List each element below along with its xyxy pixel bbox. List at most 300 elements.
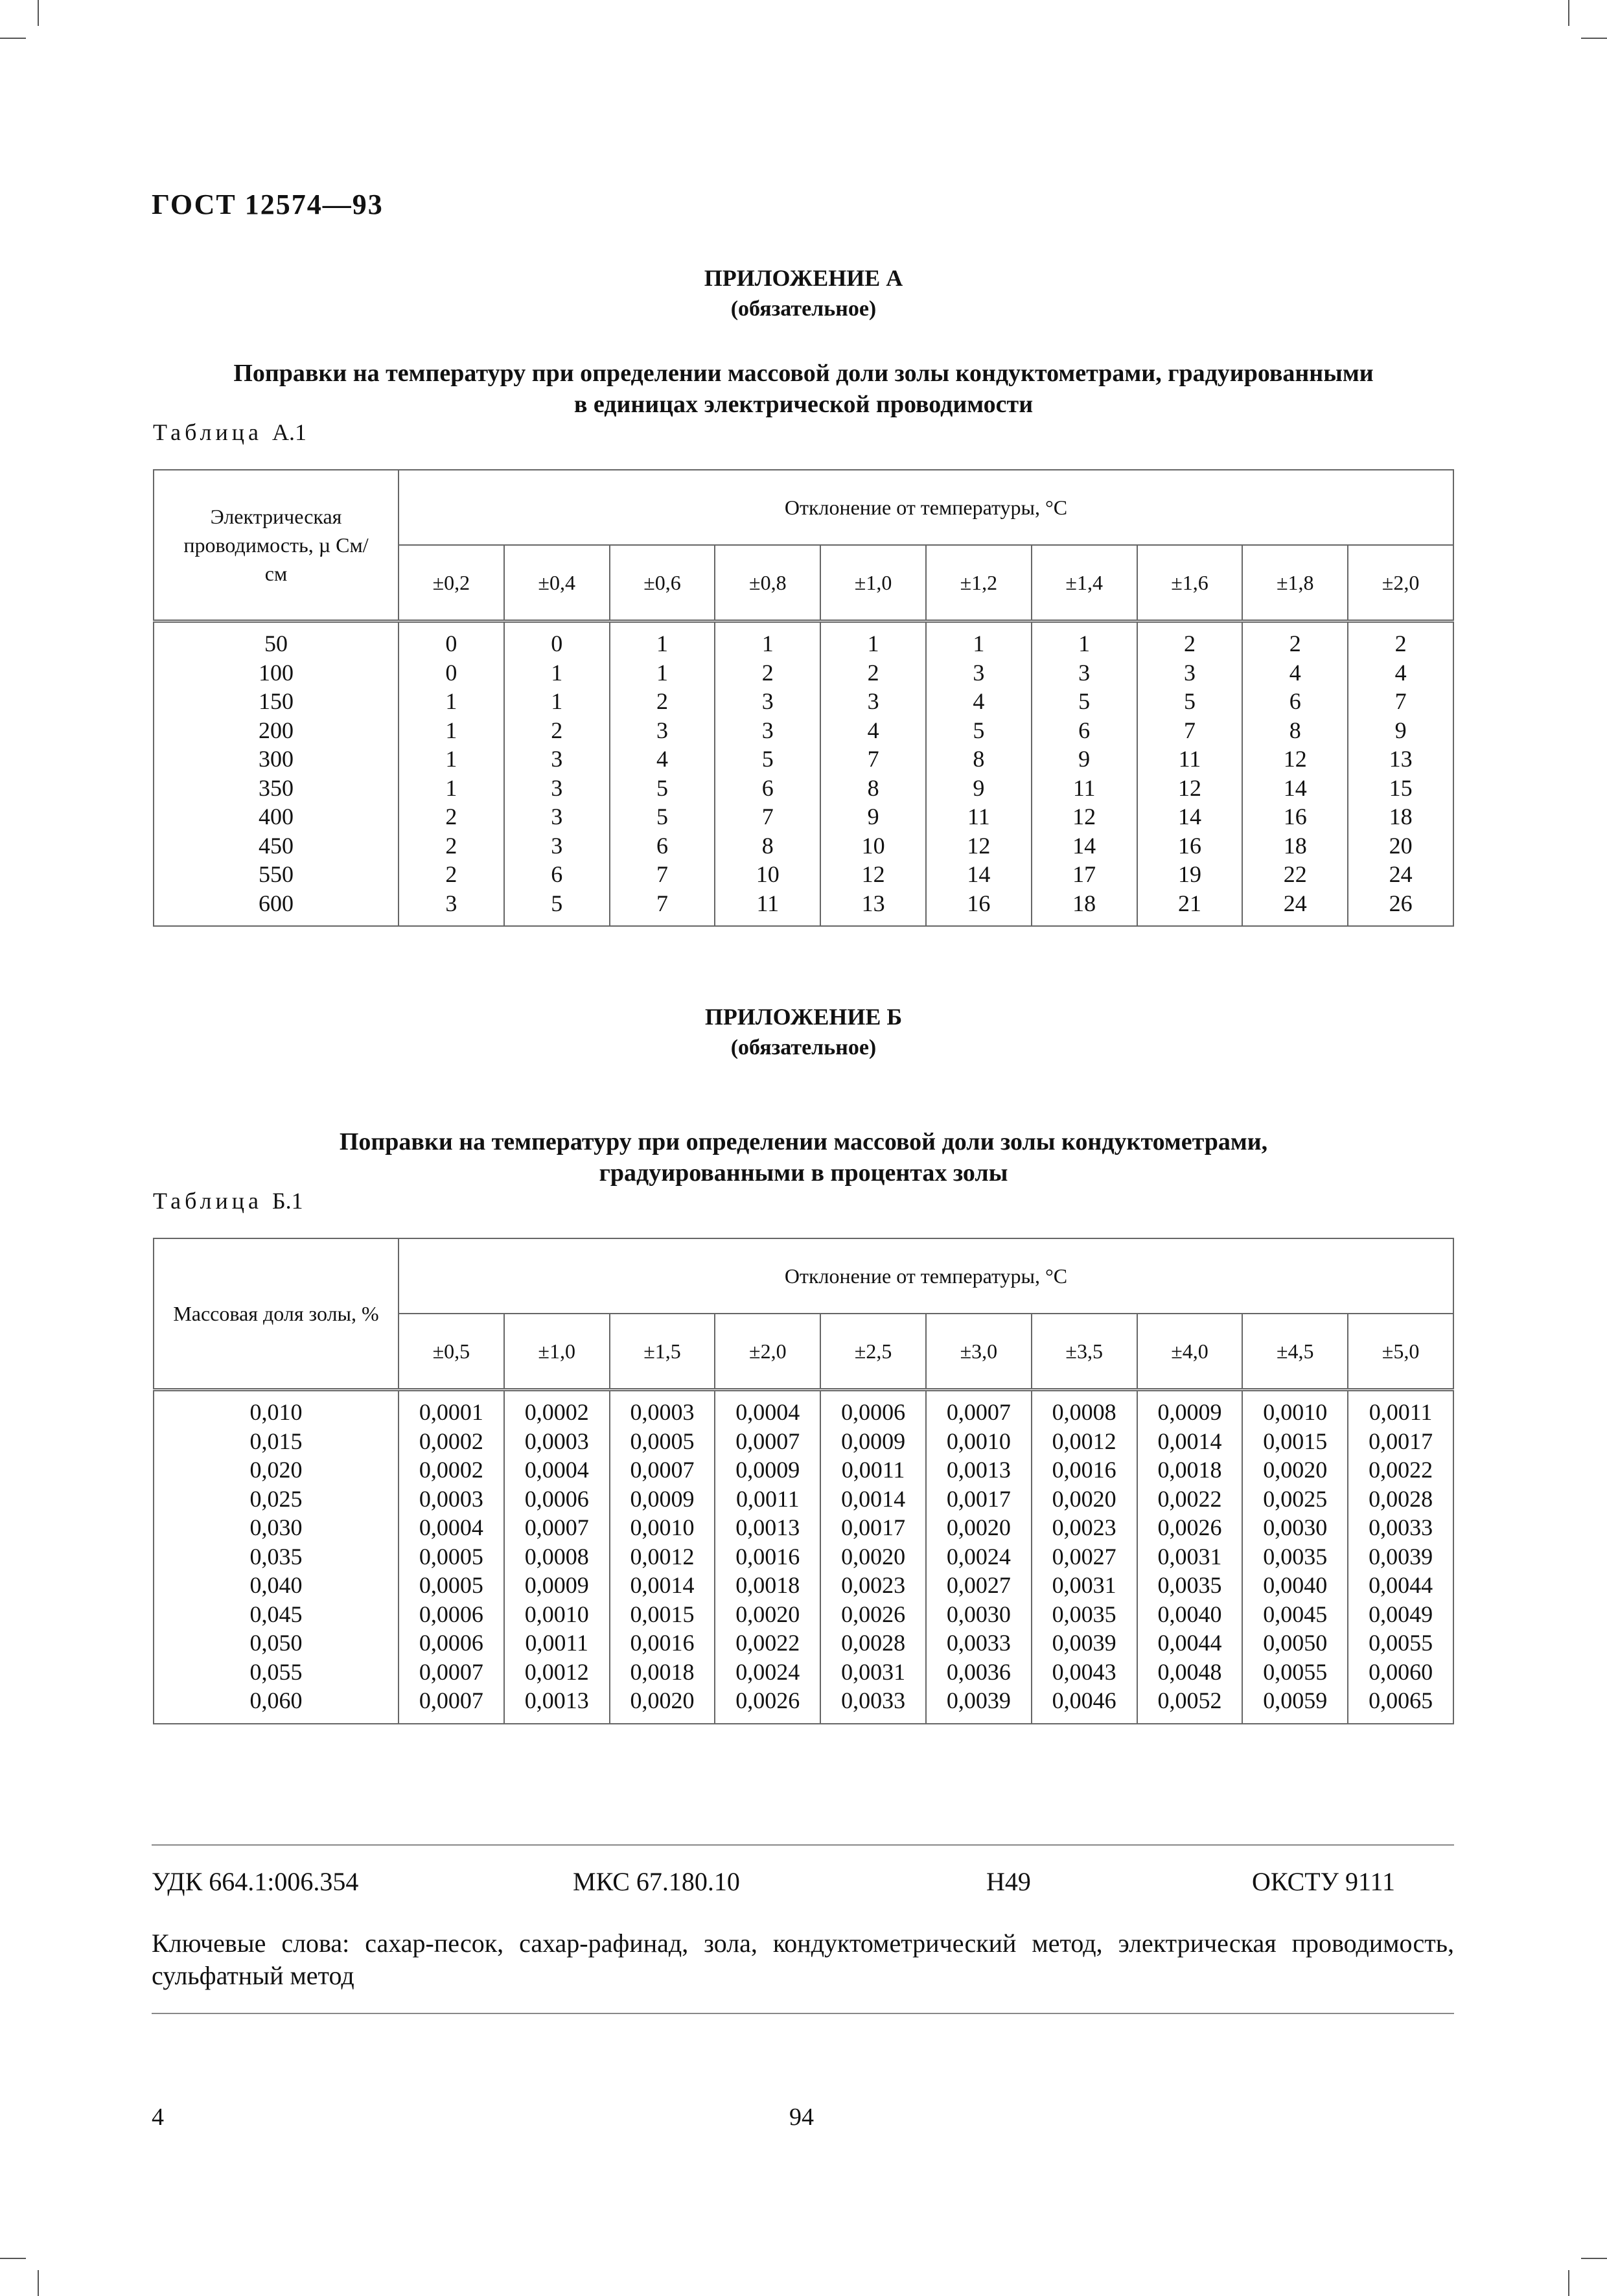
table-a-column-header: ±1,4 (1032, 545, 1137, 621)
table-cell: 0,0026 (715, 1686, 820, 1715)
table-cell: 3 (715, 716, 820, 745)
table-cell: 6 (610, 831, 715, 861)
table-a-group-header: Отклонение от температуры, °С (399, 470, 1453, 545)
table-cell: 0,0046 (1032, 1686, 1137, 1715)
table-row (154, 658, 1453, 688)
table-row (154, 774, 1453, 803)
table-cell: 12 (1242, 745, 1348, 774)
table-cell: 0,0006 (820, 1398, 926, 1427)
standard-header: ГОСТ 12574—93 (152, 189, 384, 220)
appendix-b-status: (обязательное) (730, 1036, 877, 1060)
table-b-label (153, 1187, 303, 1214)
row-key-cell: 350 (154, 774, 399, 803)
table-cell: 0,0014 (610, 1571, 715, 1600)
footer-bottom-rule (152, 2013, 1454, 2014)
table-cell: 0,0024 (926, 1542, 1032, 1571)
table-cell: 0,0014 (820, 1485, 926, 1514)
table-cell: 0,0022 (715, 1629, 820, 1658)
table-cell: 8 (926, 745, 1032, 774)
row-key-cell: 0,025 (154, 1485, 399, 1514)
table-b-column-header: ±2,5 (820, 1314, 926, 1390)
table-cell: 3 (504, 831, 610, 861)
table-b-header-divider (154, 1390, 1453, 1398)
table-cell: 0,0040 (1137, 1600, 1243, 1629)
table-cell: 0,0007 (399, 1686, 504, 1715)
table-cell: 0,0015 (610, 1600, 715, 1629)
row-key-cell: 0,010 (154, 1398, 399, 1427)
table-cell: 0,0033 (926, 1629, 1032, 1658)
table-cell: 2 (715, 658, 820, 688)
table-b-column-header: ±3,5 (1032, 1314, 1137, 1390)
table-cell: 0,0005 (399, 1571, 504, 1600)
table-cell: 0 (399, 658, 504, 688)
table-a-column-header: ±1,0 (820, 545, 926, 621)
table-cell: 0,0022 (1137, 1485, 1243, 1514)
table-a (153, 469, 1454, 927)
table-cell: 13 (1348, 745, 1453, 774)
row-key-cell: 50 (154, 629, 399, 658)
table-cell: 0,0009 (1137, 1398, 1243, 1427)
table-cell: 0,0007 (399, 1658, 504, 1687)
table-a-column-header: ±0,6 (610, 545, 715, 621)
table-b-number: Б.1 (272, 1188, 303, 1214)
table-cell: 0,0036 (926, 1658, 1032, 1687)
table-cell: 19 (1137, 860, 1243, 889)
table-cell: 4 (926, 687, 1032, 716)
table-a-column-header: ±0,2 (399, 545, 504, 621)
table-cell: 1 (504, 687, 610, 716)
table-cell: 9 (820, 802, 926, 831)
table-cell: 0,0018 (1137, 1455, 1243, 1485)
table-cell: 14 (926, 860, 1032, 889)
table-cell: 0,0020 (820, 1542, 926, 1571)
table-cell: 0,0002 (399, 1455, 504, 1485)
table-cell: 10 (715, 860, 820, 889)
table-cell: 26 (1348, 889, 1453, 918)
table-cell: 0,0039 (926, 1686, 1032, 1715)
table-cell: 0,0050 (1242, 1629, 1348, 1658)
table-cell: 0,0003 (504, 1427, 610, 1456)
table-cell: 3 (610, 716, 715, 745)
table-cell: 21 (1137, 889, 1243, 918)
table-cell: 0,0008 (1032, 1398, 1137, 1427)
table-cell: 0,0018 (715, 1571, 820, 1600)
table-cell: 8 (1242, 716, 1348, 745)
table-cell: 3 (926, 658, 1032, 688)
row-key-cell: 0,045 (154, 1600, 399, 1629)
table-b-column-header: ±5,0 (1348, 1314, 1453, 1390)
table-cell: 0,0011 (715, 1485, 820, 1514)
table-a-column-header: ±1,2 (926, 545, 1032, 621)
page-number-center: 94 (789, 2104, 814, 2131)
table-cell: 0,0052 (1137, 1686, 1243, 1715)
table-row (154, 889, 1453, 918)
mks-code: МКС 67.180.10 (573, 1867, 740, 1896)
table-cell: 3 (820, 687, 926, 716)
table-cell: 1 (399, 774, 504, 803)
table-cell: 6 (1032, 716, 1137, 745)
table-cell: 0,0026 (820, 1600, 926, 1629)
table-cell: 5 (926, 716, 1032, 745)
table-cell: 2 (399, 802, 504, 831)
table-cell: 0,0012 (504, 1658, 610, 1687)
appendix-a-caption-line1: Поправки на температуру при определении массовой доли золы кондуктометрами, градуированными (233, 360, 1374, 387)
table-cell: 0,0018 (610, 1658, 715, 1687)
table-cell: 4 (820, 716, 926, 745)
table-cell: 12 (1137, 774, 1243, 803)
table-bottom-padding (154, 918, 1453, 926)
table-cell: 0,0024 (715, 1658, 820, 1687)
table-cell: 7 (1137, 716, 1243, 745)
table-cell: 8 (820, 774, 926, 803)
table-b-column-header: ±4,0 (1137, 1314, 1243, 1390)
appendix-a-caption-line2: в единицах электрической проводимости (573, 391, 1034, 418)
table-b-row-header: Массовая доля золы, % (154, 1238, 399, 1390)
table-cell: 24 (1242, 889, 1348, 918)
table-cell: 0,0009 (504, 1571, 610, 1600)
table-cell: 5 (1137, 687, 1243, 716)
table-cell: 0,0031 (1137, 1542, 1243, 1571)
table-cell: 3 (504, 774, 610, 803)
table-cell: 0,0027 (1032, 1542, 1137, 1571)
table-cell: 0,0049 (1348, 1600, 1453, 1629)
table-cell: 0,0007 (610, 1455, 715, 1485)
table-cell: 0,0035 (1242, 1542, 1348, 1571)
table-cell: 0,0013 (715, 1513, 820, 1542)
row-key-cell: 0,055 (154, 1658, 399, 1687)
table-cell: 11 (715, 889, 820, 918)
table-cell: 0,0004 (504, 1455, 610, 1485)
row-key-cell: 400 (154, 802, 399, 831)
table-row (154, 1398, 1453, 1427)
table-cell: 0,0040 (1242, 1571, 1348, 1600)
table-cell: 11 (1032, 774, 1137, 803)
appendix-a-status: (обязательное) (730, 297, 877, 321)
table-cell: 0,0010 (1242, 1398, 1348, 1427)
table-cell: 3 (1032, 658, 1137, 688)
table-cell: 0,0007 (715, 1427, 820, 1456)
table-row (154, 1455, 1453, 1485)
table-cell: 0,0043 (1032, 1658, 1137, 1687)
table-cell: 0,0025 (1242, 1485, 1348, 1514)
table-cell: 0,0017 (820, 1513, 926, 1542)
table-cell: 0,0002 (399, 1427, 504, 1456)
table-cell: 4 (1348, 658, 1453, 688)
table-cell: 7 (715, 802, 820, 831)
table-cell: 0,0011 (820, 1455, 926, 1485)
table-cell: 7 (820, 745, 926, 774)
table-cell: 0,0006 (399, 1629, 504, 1658)
table-b-column-header: ±1,0 (504, 1314, 610, 1390)
table-cell: 6 (715, 774, 820, 803)
table-cell: 0,0020 (926, 1513, 1032, 1542)
table-cell: 2 (1242, 629, 1348, 658)
table-a-column-header: ±1,6 (1137, 545, 1243, 621)
table-row (154, 1513, 1453, 1542)
table-cell: 15 (1348, 774, 1453, 803)
table-cell: 0,0031 (820, 1658, 926, 1687)
table-cell: 0,0004 (399, 1513, 504, 1542)
table-cell: 8 (715, 831, 820, 861)
table-cell: 0,0020 (1032, 1485, 1137, 1514)
table-cell: 0,0065 (1348, 1686, 1453, 1715)
table-cell: 0,0012 (1032, 1427, 1137, 1456)
appendix-b-caption-line2: градуированными в процентах золы (599, 1159, 1008, 1187)
footer-top-rule (152, 1844, 1454, 1846)
table-cell: 1 (399, 716, 504, 745)
table-cell: 0,0035 (1032, 1600, 1137, 1629)
table-cell: 0,0006 (504, 1485, 610, 1514)
table-cell: 0,0020 (1242, 1455, 1348, 1485)
table-cell: 0,0007 (504, 1513, 610, 1542)
table-cell: 0,0003 (399, 1485, 504, 1514)
table-cell: 3 (504, 745, 610, 774)
table-cell: 0 (504, 629, 610, 658)
table-cell: 0,0005 (399, 1542, 504, 1571)
table-cell: 0,0059 (1242, 1686, 1348, 1715)
table-cell: 10 (820, 831, 926, 861)
table-cell: 12 (926, 831, 1032, 861)
table-cell: 0,0016 (1032, 1455, 1137, 1485)
table-cell: 2 (504, 716, 610, 745)
table-a-label (153, 419, 306, 446)
table-row (154, 745, 1453, 774)
table-b-column-header: ±3,0 (926, 1314, 1032, 1390)
table-cell: 11 (1137, 745, 1243, 774)
okstu-code: ОКСТУ 9111 (1252, 1867, 1396, 1896)
table-cell: 0,0013 (504, 1686, 610, 1715)
table-row (154, 860, 1453, 889)
table-row (154, 687, 1453, 716)
table-cell: 0,0020 (610, 1686, 715, 1715)
table-row (154, 1658, 1453, 1687)
table-row (154, 716, 1453, 745)
table-cell: 14 (1137, 802, 1243, 831)
table-cell: 11 (926, 802, 1032, 831)
table-cell: 5 (610, 802, 715, 831)
table-cell: 0,0011 (1348, 1398, 1453, 1427)
row-key-cell: 0,050 (154, 1629, 399, 1658)
table-cell: 16 (926, 889, 1032, 918)
table-row (154, 1571, 1453, 1600)
table-cell: 1 (399, 745, 504, 774)
table-cell: 0 (399, 629, 504, 658)
table-b-column-header: ±0,5 (399, 1314, 504, 1390)
table-cell: 0,0016 (610, 1629, 715, 1658)
table-cell: 14 (1242, 774, 1348, 803)
table-cell: 1 (399, 687, 504, 716)
table-a-column-header: ±0,8 (715, 545, 820, 621)
table-cell: 4 (1242, 658, 1348, 688)
crop-mark (0, 2258, 26, 2259)
table-a-row-header: Электрическая проводимость, µ См/см (154, 470, 399, 621)
table-b-column-header: ±1,5 (610, 1314, 715, 1390)
table-cell: 0,0023 (1032, 1513, 1137, 1542)
table-cell: 0,0055 (1242, 1658, 1348, 1687)
crop-mark (1568, 2270, 1569, 2296)
table-b-label-word: Таблица (153, 1188, 262, 1214)
table-cell: 0,0010 (504, 1600, 610, 1629)
table-cell: 1 (926, 629, 1032, 658)
table-a-body (154, 629, 1453, 926)
crop-mark (1581, 2258, 1607, 2259)
table-cell: 1 (1032, 629, 1137, 658)
table-cell: 6 (1242, 687, 1348, 716)
page-number-left: 4 (152, 2104, 164, 2131)
crop-mark (0, 38, 26, 39)
table-cell: 0,0039 (1032, 1629, 1137, 1658)
table-cell: 7 (610, 889, 715, 918)
table-cell: 3 (715, 687, 820, 716)
table-a-number: А.1 (272, 419, 306, 445)
table-cell: 0,0017 (1348, 1427, 1453, 1456)
table-cell: 18 (1032, 889, 1137, 918)
table-cell: 5 (504, 889, 610, 918)
table-row (154, 1427, 1453, 1456)
table-cell: 0,0028 (820, 1629, 926, 1658)
table-cell: 0,0027 (926, 1571, 1032, 1600)
table-row (154, 1542, 1453, 1571)
table-cell: 0,0012 (610, 1542, 715, 1571)
table-cell: 0,0015 (1242, 1427, 1348, 1456)
table-cell: 3 (399, 889, 504, 918)
classification-code: Н49 (986, 1867, 1031, 1896)
table-a-column-header: ±0,4 (504, 545, 610, 621)
row-key-cell: 0,035 (154, 1542, 399, 1571)
table-cell: 0,0035 (1137, 1571, 1243, 1600)
row-key-cell: 200 (154, 716, 399, 745)
table-row (154, 1485, 1453, 1514)
crop-mark (1581, 38, 1607, 39)
row-key-cell: 0,015 (154, 1427, 399, 1456)
table-cell: 9 (1348, 716, 1453, 745)
table-cell: 0,0044 (1137, 1629, 1243, 1658)
table-cell: 0,0026 (1137, 1513, 1243, 1542)
table-cell: 13 (820, 889, 926, 918)
table-cell: 22 (1242, 860, 1348, 889)
appendix-b-title: ПРИЛОЖЕНИЕ Б (704, 1004, 903, 1030)
table-cell: 12 (1032, 802, 1137, 831)
table-cell: 5 (715, 745, 820, 774)
keywords: Ключевые слова: сахар-песок, сахар-рафинад, зола, кондуктометрический метод, электрическая проводимость, сульфатный метод (152, 1929, 1454, 1990)
table-cell: 16 (1137, 831, 1243, 861)
table-cell: 1 (715, 629, 820, 658)
table-cell: 1 (610, 629, 715, 658)
table-cell: 3 (504, 802, 610, 831)
table-cell: 24 (1348, 860, 1453, 889)
table-cell: 2 (1348, 629, 1453, 658)
table-cell: 2 (610, 687, 715, 716)
crop-mark (38, 0, 39, 26)
table-b-column-header: ±2,0 (715, 1314, 820, 1390)
table-b-body (154, 1398, 1453, 1724)
table-cell: 12 (820, 860, 926, 889)
table-cell: 2 (399, 831, 504, 861)
table-cell: 3 (1137, 658, 1243, 688)
table-cell: 0,0010 (926, 1427, 1032, 1456)
table-cell: 1 (820, 629, 926, 658)
table-a-column-header: ±1,8 (1242, 545, 1348, 621)
row-key-cell: 300 (154, 745, 399, 774)
table-cell: 1 (610, 658, 715, 688)
table-b-column-header: ±4,5 (1242, 1314, 1348, 1390)
crop-mark (1568, 0, 1569, 26)
table-cell: 17 (1032, 860, 1137, 889)
table-cell: 0,0020 (715, 1600, 820, 1629)
row-key-cell: 0,040 (154, 1571, 399, 1600)
table-cell: 18 (1242, 831, 1348, 861)
table-cell: 2 (1137, 629, 1243, 658)
table-cell: 20 (1348, 831, 1453, 861)
table-cell: 0,0045 (1242, 1600, 1348, 1629)
table-cell: 0,0033 (1348, 1513, 1453, 1542)
row-key-cell: 0,030 (154, 1513, 399, 1542)
table-cell: 14 (1032, 831, 1137, 861)
table-cell: 0,0007 (926, 1398, 1032, 1427)
appendix-b-caption-line1: Поправки на температуру при определении массовой доли золы кондуктометрами, (339, 1128, 1268, 1155)
table-cell: 0,0009 (610, 1485, 715, 1514)
table-cell: 6 (504, 860, 610, 889)
table-cell: 0,0023 (820, 1571, 926, 1600)
row-key-cell: 150 (154, 687, 399, 716)
table-cell: 0,0005 (610, 1427, 715, 1456)
table-cell: 1 (504, 658, 610, 688)
table-cell: 0,0006 (399, 1600, 504, 1629)
table-cell: 0,0016 (715, 1542, 820, 1571)
table-cell: 2 (399, 860, 504, 889)
table-cell: 0,0060 (1348, 1658, 1453, 1687)
table-cell: 0,0055 (1348, 1629, 1453, 1658)
table-cell: 2 (820, 658, 926, 688)
table-row (154, 831, 1453, 861)
table-cell: 0,0002 (504, 1398, 610, 1427)
table-cell: 0,0039 (1348, 1542, 1453, 1571)
row-key-cell: 100 (154, 658, 399, 688)
table-cell: 4 (610, 745, 715, 774)
table-cell: 5 (1032, 687, 1137, 716)
row-key-cell: 0,060 (154, 1686, 399, 1715)
row-key-cell: 450 (154, 831, 399, 861)
table-row (154, 802, 1453, 831)
table-cell: 0,0033 (820, 1686, 926, 1715)
table-cell: 7 (610, 860, 715, 889)
row-key-cell: 550 (154, 860, 399, 889)
table-cell: 9 (1032, 745, 1137, 774)
table-b-group-header: Отклонение от температуры, °С (399, 1238, 1453, 1314)
table-cell: 0,0017 (926, 1485, 1032, 1514)
table-a-column-header: ±2,0 (1348, 545, 1453, 621)
table-b (153, 1238, 1454, 1724)
table-cell: 0,0003 (610, 1398, 715, 1427)
table-cell: 9 (926, 774, 1032, 803)
table-bottom-padding (154, 1715, 1453, 1724)
appendix-a-title: ПРИЛОЖЕНИЕ А (704, 265, 903, 291)
table-cell: 18 (1348, 802, 1453, 831)
table-cell: 0,0031 (1032, 1571, 1137, 1600)
table-cell: 0,0044 (1348, 1571, 1453, 1600)
table-cell: 0,0022 (1348, 1455, 1453, 1485)
table-cell: 0,0010 (610, 1513, 715, 1542)
table-cell: 0,0004 (715, 1398, 820, 1427)
table-row (154, 1600, 1453, 1629)
table-a-header-divider (154, 621, 1453, 630)
table-cell: 0,0008 (504, 1542, 610, 1571)
row-key-cell: 0,020 (154, 1455, 399, 1485)
table-cell: 7 (1348, 687, 1453, 716)
table-cell: 16 (1242, 802, 1348, 831)
table-cell: 0,0009 (820, 1427, 926, 1456)
table-cell: 0,0028 (1348, 1485, 1453, 1514)
